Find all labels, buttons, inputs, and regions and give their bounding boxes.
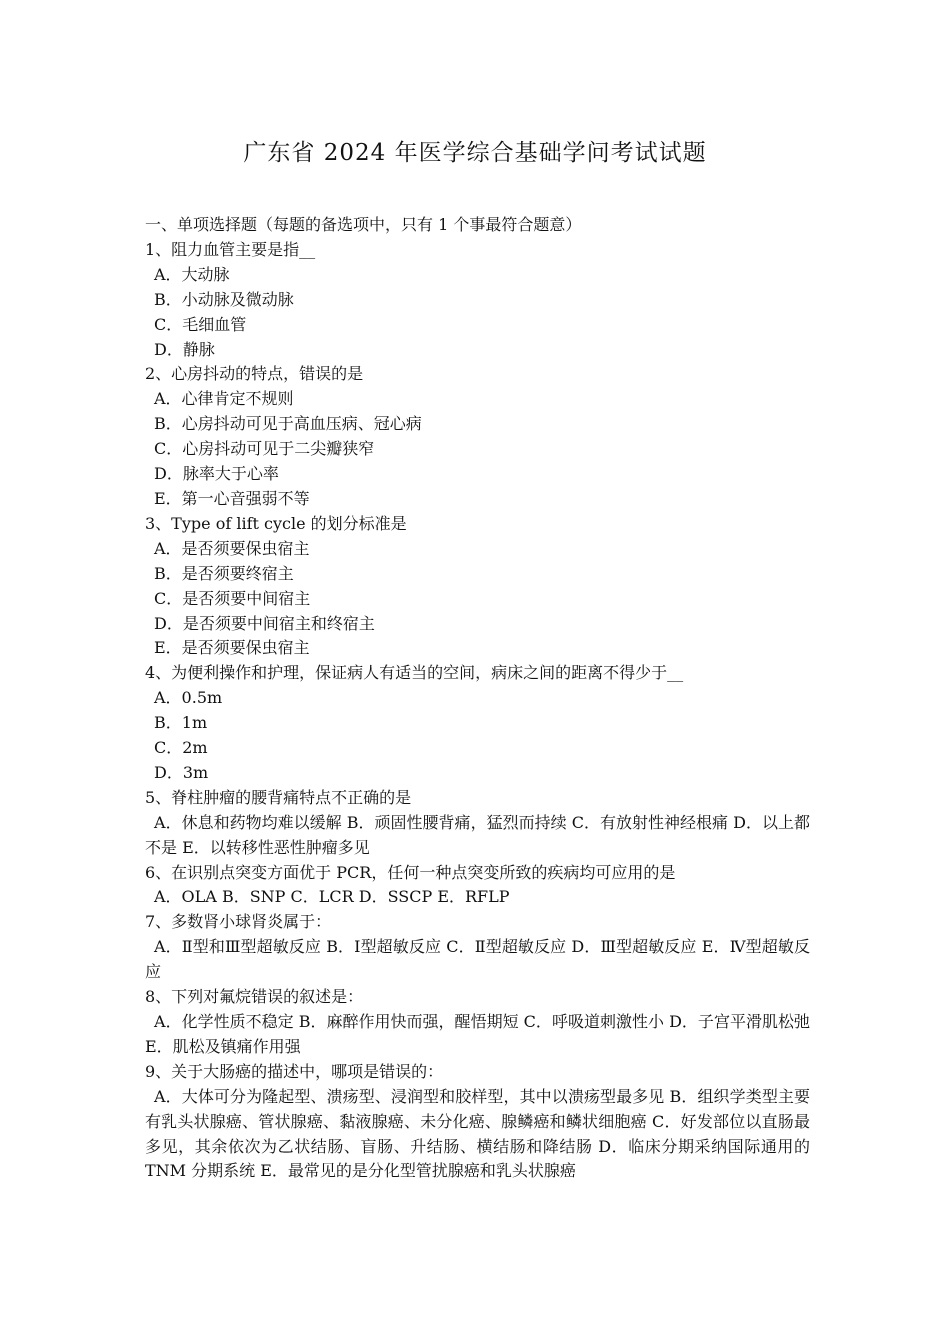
- question-stem: 1、阻力血管主要是指__: [145, 239, 316, 259]
- option: D．静脉: [154, 339, 215, 359]
- page-title: 广东省 2024 年医学综合基础学问考试试题: [243, 140, 707, 166]
- option: B．是否须要终宿主: [154, 563, 294, 583]
- section-heading: 一、单项选择题（每题的备选项中，只有 1 个事最符合题意）: [145, 215, 582, 234]
- option: C．2m: [154, 738, 208, 758]
- question-stem: 4、为便利操作和护理，保证病人有适当的空间，病床之间的距离不得少于__: [145, 663, 684, 683]
- option-block: A．OLA B．SNP C．LCR D．SSCP E．RFLP: [154, 887, 510, 907]
- option: A．0.5m: [154, 688, 223, 708]
- question-stem: 5、脊柱肿瘤的腰背痛特点不正确的是: [145, 787, 412, 807]
- option: D．是否须要中间宿主和终宿主: [154, 613, 375, 633]
- option: B．心房抖动可见于高血压病、冠心病: [154, 414, 422, 434]
- question-stem: 8、下列对氟烷错误的叙述是：: [145, 987, 364, 1007]
- option: E．是否须要保虫宿主: [154, 638, 310, 658]
- option: A．心律肯定不规则: [154, 389, 294, 409]
- question-stem: 3、Type of lift cycle 的划分标准是: [145, 513, 407, 533]
- option: B．小动脉及微动脉: [154, 289, 294, 309]
- question-stem: 6、在识别点突变方面优于 PCR，任何一种点突变所致的疾病均可应用的是: [145, 862, 676, 882]
- question-stem: 2、心房抖动的特点，错误的是: [145, 364, 364, 384]
- option: A．是否须要保虫宿主: [154, 538, 310, 558]
- option-block: A．大体可分为隆起型、溃疡型、浸润型和胶样型，其中以溃疡型最多见 B．组织学类型主要有乳头状腺癌、管状腺癌、黏液腺癌、未分化癌、腺鳞癌和鳞状细胞癌 C．好发部位以直肠最多见，其余依次为乙状结肠、盲肠、升结肠、横结肠和降结肠 D．临床分期采纳国际通用的TNM 分期系统 E．最常见的是分化型管扰腺癌和乳头状腺癌: [145, 1086, 810, 1181]
- option: A．大动脉: [154, 264, 230, 284]
- option: C．是否须要中间宿主: [154, 588, 311, 608]
- option: C．毛细血管: [154, 314, 247, 334]
- option: E．第一心音强弱不等: [154, 488, 310, 508]
- option: D．脉率大于心率: [154, 464, 279, 484]
- option: B．1m: [154, 713, 208, 733]
- option: D．3m: [154, 762, 209, 782]
- option-block: A．Ⅱ型和Ⅲ型超敏反应 B．Ⅰ型超敏反应 C．Ⅱ型超敏反应 D．Ⅲ型超敏反应 E．Ⅳ型超敏反应: [145, 937, 810, 982]
- option-block: A．休息和药物均难以缓解 B．顽固性腰背痛，猛烈而持续 C．有放射性神经根痛 D．以上都不是 E．以转移性恶性肿瘤多见: [145, 812, 810, 857]
- question-stem: 9、关于大肠癌的描述中，哪项是错误的：: [145, 1061, 444, 1081]
- question-list: [145, 213, 810, 1184]
- option: C．心房抖动可见于二尖瓣狭窄: [154, 439, 375, 459]
- question-stem: 7、多数肾小球肾炎属于：: [145, 912, 332, 932]
- option-block: A．化学性质不稳定 B．麻醉作用快而强，醒悟期短 C．呼吸道刺激性小 D．子宫平滑肌松弛 E．肌松及镇痛作用强: [145, 1012, 810, 1056]
